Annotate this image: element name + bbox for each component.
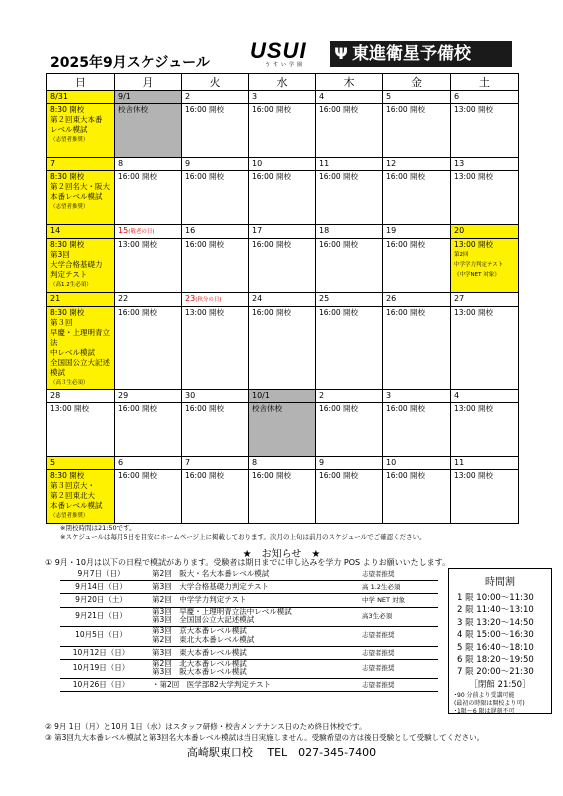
weekday-header: 日 xyxy=(47,74,115,91)
day-content-cell xyxy=(451,171,519,225)
timetable-period: 1 限 10:00～11:30 xyxy=(457,593,534,603)
day-line: 13:00 開校 xyxy=(454,172,493,181)
date-row xyxy=(47,91,519,104)
day-content-cell xyxy=(451,104,519,158)
day-line: 13:00 開校 xyxy=(454,308,493,317)
day-content-cell xyxy=(383,104,451,158)
mock-exam-names xyxy=(152,647,342,659)
day-number: 6 xyxy=(118,458,124,467)
day-content-cell xyxy=(383,403,451,457)
mock-exam-row xyxy=(60,647,438,660)
mock-exam-date: 9月14日（日） xyxy=(75,582,127,592)
mock-exam-names xyxy=(152,594,342,606)
day-line: 16:00 開校 xyxy=(118,404,157,413)
day-line: 校舎休校 xyxy=(252,404,282,413)
mock-exam-date: 9月21日（日） xyxy=(75,610,127,620)
notice-item-3: ③ 第3回九大本番レベル模試と第3回名大本番レベル模試は当日実施しません。受験希望の方は後日受験として受験してください。 xyxy=(45,733,485,742)
day-note: （高1.2生必須） xyxy=(50,282,92,288)
day-date-cell xyxy=(47,225,115,239)
day-line: 16:00 開校 xyxy=(386,308,425,317)
day-content-cell xyxy=(47,104,115,158)
day-line: 16:00 開校 xyxy=(252,240,291,249)
mock-exam-date: 10月5日（日） xyxy=(75,630,127,640)
day-line: 16:00 開校 xyxy=(319,404,358,413)
day-line: 16:00 開校 xyxy=(252,172,291,181)
mock-exam-requirement: 志望者推奨 xyxy=(362,648,395,657)
day-line: 13:00 開校 xyxy=(50,404,89,413)
day-date-cell xyxy=(115,91,182,104)
day-content-cell xyxy=(182,171,249,225)
day-line: 早慶・上理明青立法 xyxy=(50,328,110,347)
date-row xyxy=(47,457,519,470)
day-content-cell xyxy=(451,403,519,457)
day-number: 27 xyxy=(454,294,465,303)
day-content-cell xyxy=(47,239,115,293)
day-date-cell xyxy=(316,457,383,470)
day-content-cell xyxy=(47,307,115,390)
day-date-cell xyxy=(47,293,115,307)
day-number: 2 xyxy=(319,391,325,400)
day-date-cell xyxy=(182,457,249,470)
day-line: 全国国公立大記述 xyxy=(50,358,110,367)
day-line: 8:30 開校 xyxy=(50,308,85,317)
timetable-footnote: (最初の時限は開校より可) xyxy=(454,699,525,707)
day-note: （高３生必須） xyxy=(50,380,89,386)
day-number: 3 xyxy=(252,92,258,101)
day-line: 判定テスト xyxy=(50,270,88,279)
mock-exam-requirement: 志望者推奨 xyxy=(362,681,395,690)
day-subline: 《中学NET 対象》 xyxy=(454,272,500,278)
day-line: 中レベル模試 xyxy=(50,348,95,357)
day-number: 7 xyxy=(50,159,56,168)
day-line: 13:00 開校 xyxy=(118,240,157,249)
day-date-cell xyxy=(451,390,519,403)
mock-exam-row xyxy=(60,594,438,607)
day-date-cell xyxy=(316,293,383,307)
day-date-cell xyxy=(249,225,316,239)
content-row xyxy=(47,104,519,158)
day-line: 13:00 開校 xyxy=(454,404,493,413)
mock-exam-date: 9月20日（土） xyxy=(75,595,127,605)
timetable-period: 3 限 13:20～14:50 xyxy=(457,617,534,628)
day-line: 13:00 開校 xyxy=(454,240,493,249)
day-content-cell xyxy=(47,470,115,524)
mock-exam-date: 10月26日（日） xyxy=(72,680,130,690)
day-line: 16:00 開校 xyxy=(252,471,291,480)
day-line: 16:00 開校 xyxy=(319,105,358,114)
weekday-header: 月 xyxy=(115,74,182,91)
day-date-cell xyxy=(182,91,249,104)
mock-exam-date: 10月19日（日） xyxy=(72,662,130,672)
mock-exam-names xyxy=(152,679,342,691)
day-date-cell xyxy=(383,390,451,403)
day-content-cell xyxy=(182,403,249,457)
day-line: 16:00 開校 xyxy=(185,105,224,114)
day-content-cell xyxy=(47,403,115,457)
day-content-cell xyxy=(316,104,383,158)
day-date-cell xyxy=(115,457,182,470)
day-number: 6 xyxy=(454,92,460,101)
day-content-cell xyxy=(47,171,115,225)
day-date-cell xyxy=(115,158,182,171)
day-date-cell xyxy=(249,91,316,104)
day-number: 16 xyxy=(185,226,196,235)
day-content-cell xyxy=(451,470,519,524)
day-content-cell xyxy=(316,403,383,457)
day-content-cell xyxy=(316,171,383,225)
day-date-cell xyxy=(383,158,451,171)
day-content-cell xyxy=(115,239,182,293)
day-line: 16:00 開校 xyxy=(185,172,224,181)
day-line: 16:00 開校 xyxy=(185,471,224,480)
day-date-cell xyxy=(182,225,249,239)
day-date-cell xyxy=(47,158,115,171)
day-number: 3 xyxy=(386,391,392,400)
day-content-cell xyxy=(249,104,316,158)
day-line: 16:00 開校 xyxy=(252,105,291,114)
weekday-header: 土 xyxy=(451,74,519,91)
day-line: 13:00 開校 xyxy=(454,105,493,114)
timetable-period: 6 限 18:20～19:50 xyxy=(457,655,534,666)
day-date-cell xyxy=(451,91,519,104)
day-line: 校舎休校 xyxy=(118,105,148,114)
day-line: 8:30 開校 xyxy=(50,172,85,181)
timetable-period: 7 限 20:00～21:30 xyxy=(457,667,534,678)
usui-logo-text: USUI xyxy=(250,38,307,63)
day-content-cell xyxy=(182,104,249,158)
timetable-footnote: ･1限～6 限は遅刻不可 xyxy=(454,707,515,715)
day-line: 13:00 開校 xyxy=(185,308,224,317)
day-date-cell xyxy=(47,390,115,403)
day-line: 16:00 開校 xyxy=(386,240,425,249)
mock-exam-requirement: 中学 NET 対象 xyxy=(362,596,406,605)
day-content-cell xyxy=(182,239,249,293)
closing-time-note: ※閉校時間は21:50です。 xyxy=(60,524,136,532)
day-number: 8 xyxy=(252,458,258,467)
day-date-cell xyxy=(316,225,383,239)
day-line: 16:00 開校 xyxy=(386,471,425,480)
mock-exam-name: 第3回 東大本番レベル模試 xyxy=(152,647,247,657)
day-number: 29 xyxy=(118,391,129,400)
mock-exam-row xyxy=(60,608,438,628)
day-content-cell xyxy=(451,307,519,390)
notice-heading: ★ お知らせ ★ xyxy=(242,549,321,560)
mock-exam-name: 第3回 京大本番レベル模試 xyxy=(152,626,247,636)
content-row xyxy=(47,470,519,524)
day-content-cell xyxy=(383,239,451,293)
day-number: 13 xyxy=(454,159,465,168)
day-number: 4 xyxy=(319,92,325,101)
day-number: 8 xyxy=(118,159,124,168)
day-note: （志望者推奨） xyxy=(50,204,89,210)
day-date-cell xyxy=(383,293,451,307)
page-title: 2025年9月スケジュール xyxy=(50,55,210,71)
day-date-cell xyxy=(451,293,519,307)
timetable-period: 4 限 15:00～16:30 xyxy=(457,630,534,641)
day-note: （志望者推奨） xyxy=(50,513,89,519)
day-number: 10 xyxy=(252,159,263,168)
day-content-cell xyxy=(115,171,182,225)
day-line: レベル模試 xyxy=(50,125,88,134)
day-content-cell xyxy=(249,307,316,390)
day-date-cell xyxy=(451,225,519,239)
day-line: 本番レベル模試 xyxy=(50,192,103,201)
timetable-footnote: ･90 分前より受講可能 xyxy=(454,691,515,699)
day-date-cell xyxy=(383,457,451,470)
day-date-cell xyxy=(249,390,316,403)
day-line: 16:00 開校 xyxy=(386,105,425,114)
mock-exam-name: 第3回 全国国公立大記述模試 xyxy=(152,615,255,625)
timetable-period: 5 限 16:40～18:10 xyxy=(457,642,534,653)
day-date-cell xyxy=(451,457,519,470)
day-line: 16:00 開校 xyxy=(319,172,358,181)
content-row xyxy=(47,171,519,225)
mock-exam-requirement: 志望者推奨 xyxy=(362,631,395,640)
holiday-label: (敬老の日) xyxy=(128,229,155,235)
day-note: （志望者推奨） xyxy=(50,137,89,143)
day-content-cell xyxy=(115,307,182,390)
calendar-table xyxy=(46,73,519,524)
day-number: 5 xyxy=(386,92,392,101)
content-row xyxy=(47,239,519,293)
mock-exam-name: 第3回 早慶・上理明青立法中レベル模試 xyxy=(152,606,292,616)
day-number: 9 xyxy=(319,458,325,467)
day-number: 11 xyxy=(454,458,465,467)
day-number: 11 xyxy=(319,159,330,168)
day-content-cell xyxy=(316,307,383,390)
day-date-cell xyxy=(383,225,451,239)
day-content-cell xyxy=(383,307,451,390)
mock-exam-row xyxy=(60,660,438,680)
day-number: 10/1 xyxy=(252,391,270,400)
mock-exam-name: 第2回 阪大・名大本番レベル模試 xyxy=(152,569,270,578)
day-line: 本番レベル模試 xyxy=(50,501,103,510)
day-line: 模試 xyxy=(50,368,65,377)
mock-exam-name: 第2回 中学学力判定テスト xyxy=(152,595,247,605)
day-line: 第３回 xyxy=(50,318,73,327)
day-content-cell xyxy=(182,470,249,524)
day-number: 5 xyxy=(50,458,56,467)
day-number: 17 xyxy=(252,226,263,235)
day-number: 2 xyxy=(185,92,191,101)
day-content-cell xyxy=(249,470,316,524)
day-number: 23 xyxy=(185,294,196,303)
holiday-label: (秋分の日) xyxy=(195,297,222,303)
weekday-header: 金 xyxy=(383,74,451,91)
day-line: 16:00 開校 xyxy=(319,308,358,317)
mock-exam-table xyxy=(60,568,438,692)
mock-exam-row xyxy=(60,679,438,692)
day-date-cell xyxy=(249,457,316,470)
day-content-cell xyxy=(316,239,383,293)
weekday-header-row xyxy=(47,74,519,91)
day-date-cell xyxy=(249,293,316,307)
mock-exam-names xyxy=(152,581,342,593)
day-number: 30 xyxy=(185,391,196,400)
day-content-cell xyxy=(383,171,451,225)
timetable-close: ［閉館 21:50］ xyxy=(469,679,531,690)
usui-logo xyxy=(250,40,320,66)
day-line: 16:00 開校 xyxy=(319,471,358,480)
notice-item-2: ② 9月 1日（月）と10月 1日（水）はスタッフ研修・校舎メンテナンス日のため終日休校です。 xyxy=(45,722,367,731)
day-line: 第２回東大本番 xyxy=(50,115,103,124)
mock-exam-name: 第2回 東北大本番レベル模試 xyxy=(152,634,255,644)
day-line: 8:30 開校 xyxy=(50,471,85,480)
day-line: 16:00 開校 xyxy=(185,404,224,413)
date-row xyxy=(47,225,519,239)
day-number: 24 xyxy=(252,294,263,303)
day-content-cell xyxy=(249,403,316,457)
day-line: 16:00 開校 xyxy=(185,240,224,249)
day-number: 10 xyxy=(386,458,397,467)
day-line: 16:00 開校 xyxy=(386,172,425,181)
mock-exam-requirement: 高3生必須 xyxy=(362,611,393,620)
mock-exam-requirement: 志望者推奨 xyxy=(362,570,395,578)
mock-exam-row xyxy=(60,627,438,647)
mock-exam-names xyxy=(152,627,342,644)
day-date-cell xyxy=(451,158,519,171)
mock-exam-date: 9月7日（日） xyxy=(77,569,125,578)
day-number: 9 xyxy=(185,159,191,168)
mock-exam-row xyxy=(60,581,438,594)
day-line: 第３回京大・ xyxy=(50,481,95,490)
day-number: 26 xyxy=(386,294,397,303)
day-number: 14 xyxy=(50,226,61,235)
day-date-cell xyxy=(115,225,182,239)
date-row xyxy=(47,158,519,171)
day-date-cell xyxy=(316,158,383,171)
day-number: 20 xyxy=(454,226,465,235)
day-content-cell xyxy=(249,171,316,225)
day-date-cell xyxy=(115,390,182,403)
day-content-cell xyxy=(115,403,182,457)
toshin-logo xyxy=(330,41,512,67)
usui-logo-subtext: うすい学園 xyxy=(264,62,305,68)
day-content-cell xyxy=(451,239,519,293)
day-content-cell xyxy=(383,470,451,524)
schedule-posting-note: ※スケジュールは毎月5日を目安にホームページ上に掲載しております。次月の上旬は前月のスケジュールでご確認ください。 xyxy=(60,533,426,541)
mock-exam-name: 第3回 阪大本番レベル模試 xyxy=(152,667,247,677)
day-number: 18 xyxy=(319,226,330,235)
mock-exam-row xyxy=(60,568,438,581)
day-date-cell xyxy=(47,457,115,470)
day-number: 15 xyxy=(118,226,129,235)
day-number: 7 xyxy=(185,458,191,467)
day-number: 9/1 xyxy=(118,92,131,101)
day-line: 16:00 開校 xyxy=(386,404,425,413)
day-number: 25 xyxy=(319,294,330,303)
day-line: 第２回東北大 xyxy=(50,491,95,500)
day-number: 8/31 xyxy=(50,92,68,101)
mock-exam-requirement: 高 1.2生必須 xyxy=(362,583,401,592)
day-line: 16:00 開校 xyxy=(118,172,157,181)
day-line: 第3回 xyxy=(50,250,70,259)
day-number: 12 xyxy=(386,159,397,168)
toshin-mark-icon: Ψ xyxy=(334,44,348,63)
toshin-logo-text: 東進衛星予備校 xyxy=(352,44,471,64)
day-number: 4 xyxy=(454,391,460,400)
date-row xyxy=(47,390,519,403)
weekday-header: 木 xyxy=(316,74,383,91)
day-date-cell xyxy=(47,91,115,104)
day-date-cell xyxy=(249,158,316,171)
day-content-cell xyxy=(115,104,182,158)
day-content-cell xyxy=(249,239,316,293)
mock-exam-names xyxy=(152,608,342,625)
day-line: 16:00 開校 xyxy=(118,471,157,480)
notice-item-1: ① 9月・10月は以下の日程で模試があります。受験者は期日までに申し込みを学力 POS よりお願いいたします。 xyxy=(45,558,450,567)
day-subline: 第2回 xyxy=(454,252,469,258)
day-date-cell xyxy=(383,91,451,104)
day-content-cell xyxy=(316,470,383,524)
weekday-header: 水 xyxy=(249,74,316,91)
day-line: 16:00 開校 xyxy=(252,308,291,317)
day-date-cell xyxy=(115,293,182,307)
day-line: 8:30 開校 xyxy=(50,240,85,249)
day-date-cell xyxy=(316,91,383,104)
day-date-cell xyxy=(182,293,249,307)
day-number: 19 xyxy=(386,226,397,235)
day-date-cell xyxy=(316,390,383,403)
mock-exam-names xyxy=(152,660,342,677)
mock-exam-date: 10月12日（日） xyxy=(72,647,130,657)
day-content-cell xyxy=(115,470,182,524)
day-line: 第２回名大・阪大 xyxy=(50,182,110,191)
date-row xyxy=(47,293,519,307)
day-content-cell xyxy=(182,307,249,390)
content-row xyxy=(47,403,519,457)
day-line: 8:30 開校 xyxy=(50,105,85,114)
day-number: 28 xyxy=(50,391,61,400)
mock-exam-name: 第2回 北大本番レベル模試 xyxy=(152,658,247,668)
timetable-box xyxy=(448,568,552,714)
school-contact-footer: 高崎駅東口校 TEL 027-345-7400 xyxy=(186,746,377,759)
timetable-title: 時間割 xyxy=(485,577,515,588)
day-date-cell xyxy=(182,158,249,171)
day-line: 16:00 開校 xyxy=(118,308,157,317)
mock-exam-name: ・第2回 医学部82大学判定テスト xyxy=(152,680,272,690)
mock-exam-names xyxy=(152,568,342,580)
day-line: 13:00 開校 xyxy=(454,471,493,480)
day-subline: 中学学力判定テスト xyxy=(454,262,504,268)
day-line: 大学合格基礎力 xyxy=(50,260,103,269)
day-number: 21 xyxy=(50,294,61,303)
mock-exam-name: 第3回 大学合格基礎力判定テスト xyxy=(152,582,269,592)
day-line: 16:00 開校 xyxy=(319,240,358,249)
weekday-header: 火 xyxy=(182,74,249,91)
timetable-period: 2 限 11:40～13:10 xyxy=(457,605,534,616)
day-number: 22 xyxy=(118,294,129,303)
mock-exam-requirement: 志望者推奨 xyxy=(362,663,395,672)
day-date-cell xyxy=(182,390,249,403)
content-row xyxy=(47,307,519,390)
